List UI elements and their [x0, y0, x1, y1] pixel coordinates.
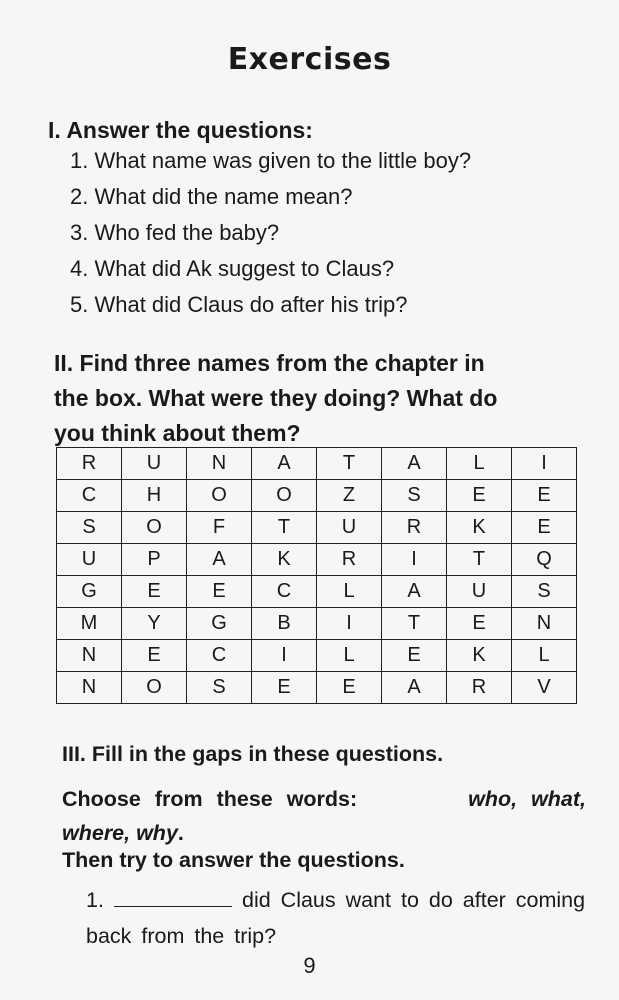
grid-cell[interactable]: U	[57, 544, 122, 576]
grid-cell[interactable]: U	[122, 448, 187, 480]
question-item: 5. What did Claus do after his trip?	[70, 292, 408, 317]
word-options-period: .	[177, 821, 184, 845]
grid-cell[interactable]: E	[122, 640, 187, 672]
grid-cell[interactable]: K	[252, 544, 317, 576]
page-title: Exercises	[227, 42, 392, 77]
grid-cell[interactable]: Q	[512, 544, 577, 576]
grid-cell[interactable]: I	[252, 640, 317, 672]
grid-cell[interactable]: L	[447, 448, 512, 480]
grid-cell[interactable]: T	[317, 448, 382, 480]
choose-instruction	[62, 782, 586, 850]
grid-cell[interactable]: I	[382, 544, 447, 576]
word-options-line-2: where, why	[62, 821, 178, 845]
grid-cell[interactable]: N	[57, 640, 122, 672]
grid-cell[interactable]: Y	[122, 608, 187, 640]
grid-cell[interactable]: E	[447, 480, 512, 512]
section-3-heading: III. Fill in the gaps in these questions.	[62, 742, 444, 766]
grid-cell[interactable]: A	[252, 448, 317, 480]
grid-cell[interactable]: C	[252, 576, 317, 608]
grid-cell[interactable]: F	[187, 512, 252, 544]
grid-cell[interactable]: A	[382, 576, 447, 608]
grid-row	[57, 672, 577, 704]
grid-cell[interactable]: E	[317, 672, 382, 704]
grid-cell[interactable]: R	[57, 448, 122, 480]
grid-row	[57, 544, 577, 576]
gap-question-item	[86, 882, 586, 954]
grid-cell[interactable]: I	[512, 448, 577, 480]
section-1-heading: I. Answer the questions:	[48, 117, 313, 143]
grid-cell[interactable]: E	[447, 608, 512, 640]
grid-cell[interactable]: E	[252, 672, 317, 704]
grid-cell[interactable]: S	[382, 480, 447, 512]
grid-cell[interactable]: A	[382, 448, 447, 480]
grid-cell[interactable]: R	[317, 544, 382, 576]
question-list	[70, 146, 471, 326]
question-item: 2. What did the name mean?	[70, 184, 353, 209]
then-instruction: Then try to answer the questions.	[62, 848, 405, 872]
grid-cell[interactable]: T	[382, 608, 447, 640]
choose-prefix: Choose from these words:	[62, 787, 358, 811]
page-number: 9	[303, 953, 316, 978]
grid-cell[interactable]: G	[57, 576, 122, 608]
gap-question-text: did Claus want to do after coming back from the trip?	[86, 888, 586, 948]
grid-cell[interactable]: K	[447, 512, 512, 544]
grid-cell[interactable]: R	[447, 672, 512, 704]
grid-cell[interactable]: N	[187, 448, 252, 480]
grid-cell[interactable]: E	[512, 512, 577, 544]
grid-cell[interactable]: H	[122, 480, 187, 512]
grid-cell[interactable]: P	[122, 544, 187, 576]
grid-row	[57, 608, 577, 640]
grid-cell[interactable]: R	[382, 512, 447, 544]
grid-cell[interactable]: A	[187, 544, 252, 576]
question-item: 3. Who fed the baby?	[70, 220, 280, 245]
grid-row	[57, 576, 577, 608]
grid-cell[interactable]: T	[252, 512, 317, 544]
grid-cell[interactable]: O	[187, 480, 252, 512]
grid-row	[57, 640, 577, 672]
grid-cell[interactable]: S	[187, 672, 252, 704]
grid-row	[57, 512, 577, 544]
grid-row	[57, 480, 577, 512]
section-2-heading-line: II. Find three names from the chapter in	[54, 350, 485, 376]
grid-cell[interactable]: I	[317, 608, 382, 640]
grid-cell[interactable]: G	[187, 608, 252, 640]
answer-gap-line[interactable]	[114, 888, 232, 907]
grid-cell[interactable]: L	[317, 640, 382, 672]
grid-cell[interactable]: N	[512, 608, 577, 640]
grid-cell[interactable]: Z	[317, 480, 382, 512]
grid-row	[57, 448, 577, 480]
grid-cell[interactable]: M	[57, 608, 122, 640]
grid-cell[interactable]: N	[57, 672, 122, 704]
question-item: 1. What name was given to the little boy?	[70, 148, 472, 173]
grid-cell[interactable]: E	[382, 640, 447, 672]
section-2-heading-line: the box. What were they doing? What do	[54, 385, 498, 411]
grid-cell[interactable]: E	[122, 576, 187, 608]
grid-cell[interactable]: U	[447, 576, 512, 608]
grid-cell[interactable]: E	[512, 480, 577, 512]
grid-cell[interactable]: L	[317, 576, 382, 608]
gap-question-number: 1.	[86, 888, 104, 912]
grid-cell[interactable]: K	[447, 640, 512, 672]
grid-cell[interactable]: E	[187, 576, 252, 608]
word-search-grid	[56, 447, 577, 704]
question-item: 4. What did Ak suggest to Claus?	[70, 256, 395, 281]
word-options-line-1: who, what,	[468, 787, 586, 811]
grid-cell[interactable]: B	[252, 608, 317, 640]
grid-cell[interactable]: U	[317, 512, 382, 544]
grid-cell[interactable]: S	[57, 512, 122, 544]
grid-cell[interactable]: V	[512, 672, 577, 704]
grid-cell[interactable]: T	[447, 544, 512, 576]
grid-cell[interactable]: L	[512, 640, 577, 672]
grid-cell[interactable]: C	[57, 480, 122, 512]
section-2-heading	[54, 346, 497, 451]
grid-cell[interactable]: A	[382, 672, 447, 704]
grid-cell[interactable]: S	[512, 576, 577, 608]
grid-cell[interactable]: O	[252, 480, 317, 512]
grid-cell[interactable]: C	[187, 640, 252, 672]
grid-cell[interactable]: O	[122, 672, 187, 704]
grid-cell[interactable]: O	[122, 512, 187, 544]
section-2-heading-line: you think about them?	[54, 420, 301, 446]
